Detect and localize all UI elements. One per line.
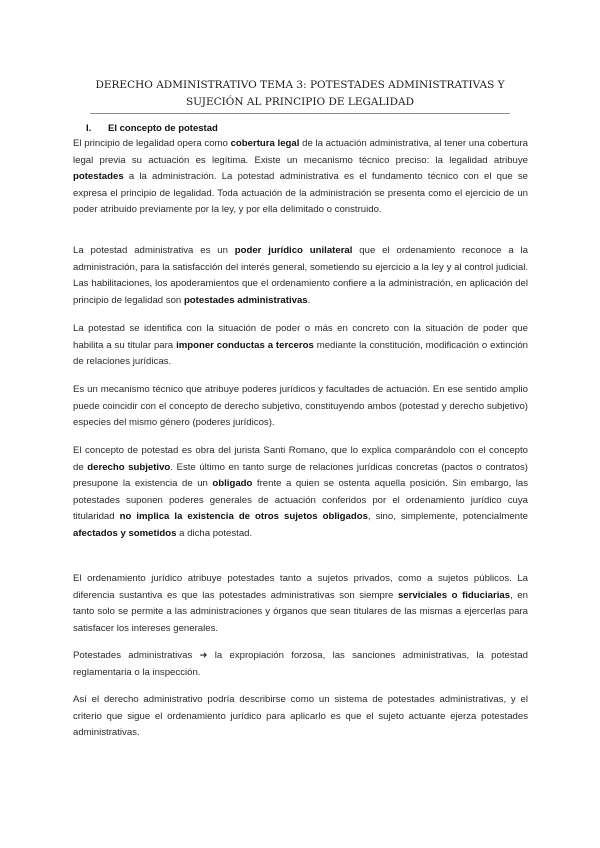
section-heading <box>86 123 218 134</box>
paragraph-text: de la actuación administrativa, al tener una cobertura legal previa su actuación es legítima. Existe un mecanismo técnico preciso: la legalidad atribuye <box>73 138 529 166</box>
paragraph-text: La potestad administrativa es un <box>73 245 235 256</box>
paragraph-text: a dicha potestad. <box>176 527 253 539</box>
bold-text: poder jurídico unilateral <box>234 245 353 256</box>
title-divider <box>90 113 510 114</box>
document-title: DERECHO ADMINISTRATIVO TEMA 3: POTESTADES ADMINISTRATIVAS Y SUJECIÓN AL PRINCIPIO DE LEGALIDAD <box>95 79 505 108</box>
bold-text: obligado <box>212 478 253 490</box>
paragraph-text: El principio de legalidad opera como <box>73 138 231 149</box>
paragraph-text: El ordenamiento jurídico atribuye potestades tanto a sujetos privados, como a sujetos públicos. La diferencia sustantiva es que las potestades administrativas son siempre <box>73 573 528 601</box>
bold-text: imponer conductas a terceros <box>176 339 314 351</box>
paragraph-text: Así el derecho administrativo podría describirse como un sistema de potestades administrativas, y el criterio que sigue el ordenamiento jurídico para aplicarlo es que el sujeto actuante ejerza potestades administrativas. <box>73 694 528 739</box>
paragraph-text: . Este último en tanto surge de relaciones jurídicas concretas (pactos o contratos) presupone la existencia de un <box>73 461 528 490</box>
paragraph <box>73 648 528 681</box>
bold-text: no implica la existencia de otros sujetos obligados <box>119 511 368 523</box>
paragraph <box>73 571 528 637</box>
paragraph <box>73 321 528 371</box>
bold-text: potestades <box>73 171 124 183</box>
paragraph <box>73 692 528 742</box>
bold-text: potestades administrativas <box>183 294 308 306</box>
section-number: I. <box>86 123 92 134</box>
paragraph <box>73 243 528 309</box>
paragraph-text: , en tanto solo se permite a las administraciones y órganos que sean titulares de las mismas a ejercerlas para satisfacer los intereses generales. <box>73 589 528 634</box>
paragraph-text: , sino, simplemente, potencialmente <box>367 511 528 523</box>
paragraph-text: Potestades administrativas ➜ la expropiación forzosa, las sanciones administrativas, la potestad reglamentaria o la inspección. <box>73 650 528 678</box>
paragraph-text: frente a quien se ostenta aquella posición. Sin embargo, las potestades suponen poderes generales de actuación conferidos por el ordenamiento jurídico cuya titularidad <box>73 478 528 523</box>
paragraph <box>73 382 528 432</box>
bold-text: afectados y sometidos <box>73 527 177 539</box>
bold-text: derecho subjetivo <box>87 461 171 473</box>
paragraph-text: La potestad se identifica con la situación de poder o más en concreto con la situación de poder que habilita a su titular para <box>73 323 528 351</box>
paragraph-text: mediante la constitución, modificación o extinción de relaciones jurídicas. <box>73 339 529 368</box>
paragraph-text: que el ordenamiento reconoce a la administración, para la satisfacción del interés general, sometiendo su ejercicio a la ley y al control judicial. Las habilitaciones, los apoderamientos que el ordenamiento confiere a la administración, en aplicación del principio de legalidad son <box>73 245 529 306</box>
paragraph-text: Es un mecanismo técnico que atribuye poderes jurídicos y facultades de actuación. En ese sentido amplio puede coincidir con el concepto de derecho subjetivo, constituyendo ambos (potestad y derecho subjetivo) especies del mismo género (poderes jurídicos). <box>73 384 528 429</box>
paragraph-text: El concepto de potestad es obra del jurista Santi Romano, que lo explica comparándolo con el concepto de <box>73 445 528 473</box>
section-title: El concepto de potestad <box>108 123 218 134</box>
paragraph-text: . <box>307 294 311 306</box>
bold-text: cobertura legal <box>230 138 300 149</box>
paragraph <box>73 443 528 543</box>
paragraph-text: a la administración. La potestad administrativa es el fundamento técnico con el que se expresa el principio de legalidad. Toda actuación de la administración se presenta como el ejercicio de un poder atribuido previamente por la ley, y por ella delimitado o construido. <box>73 171 528 216</box>
bold-text: serviciales o fiduciarias <box>397 589 511 601</box>
paragraph <box>73 136 528 219</box>
